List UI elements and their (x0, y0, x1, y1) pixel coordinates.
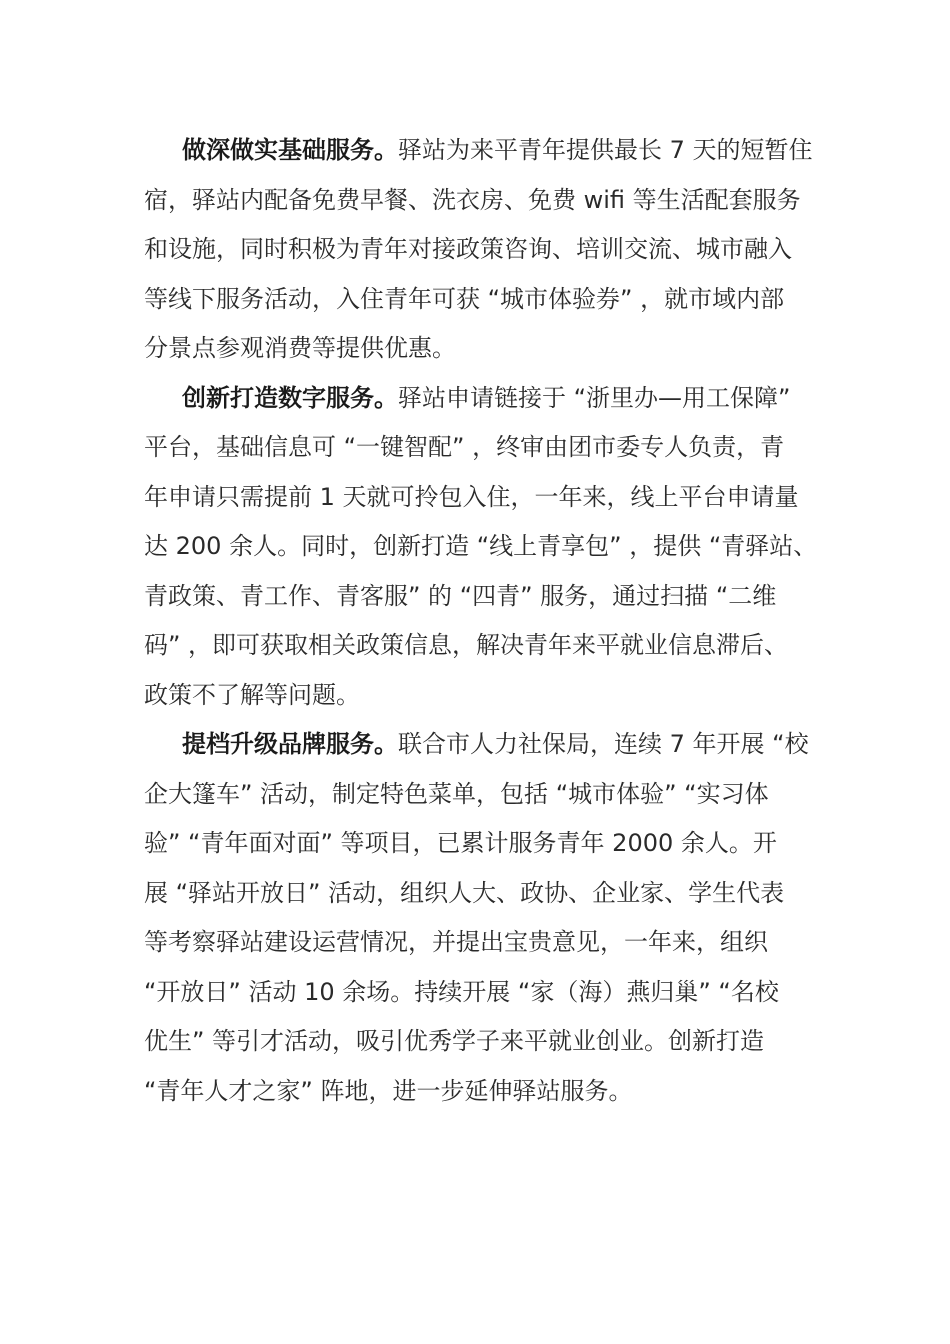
paragraph-line: 宿，驿站内配备免费早餐、洗衣房、免费 wifi 等生活配套服务 (144, 185, 801, 214)
paragraph-basic-services (144, 126, 814, 374)
paragraph-line: “青年人才之家” 阵地，进一步延伸驿站服务。 (144, 1076, 633, 1105)
paragraph-text: 驿站为来平青年提供最长 7 天的短暂住 (398, 136, 813, 164)
paragraph-heading: 做深做实基础服务。 (182, 136, 398, 164)
paragraph-line: 青政策、青工作、青客服” 的 “四青” 服务，通过扫描 “二维 (144, 581, 777, 610)
paragraph-brand-services (144, 720, 814, 1116)
paragraph-line: 和设施，同时积极为青年对接政策咨询、培训交流、城市融入 (144, 235, 792, 263)
paragraph-line: 企大篷车” 活动，制定特色菜单，包括 “城市体验” “实习体 (144, 779, 769, 808)
paragraph-digital-services (144, 374, 818, 721)
paragraph-line: 展 “驿站开放日” 活动，组织人大、政协、企业家、学生代表 (144, 878, 785, 907)
paragraph-heading: 提档升级品牌服务。 (182, 730, 398, 758)
paragraph-line: 等考察驿站建设运营情况，并提出宝贵意见，一年来，组织 (144, 928, 768, 956)
paragraph-text: 驿站申请链接于 “浙里办—用工保障” (398, 383, 791, 412)
paragraph-line: 码” ，即可获取相关政策信息，解决青年来平就业信息滞后、 (144, 631, 789, 659)
paragraph-text: 联合市人力社保局，连续 7 年开展 “校 (398, 730, 809, 758)
paragraph-line: 等线下服务活动，入住青年可获 “城市体验券” ，就市域内部 (144, 284, 785, 313)
paragraph-line: 达 200 余人。同时，创新打造 “线上青享包” ，提供 “青驿站、 (144, 532, 818, 560)
paragraph-line: “开放日” 活动 10 余场。持续开展 “家（海）燕归巢” “名校 (144, 977, 779, 1006)
paragraph-line (144, 720, 814, 770)
paragraph-line: 政策不了解等问题。 (144, 680, 360, 709)
paragraph-line: 平台，基础信息可 “一键智配” ，终审由团市委专人负责，青 (144, 433, 785, 461)
paragraph-line: 年申请只需提前 1 天就可拎包入住，一年来，线上平台申请量 (144, 482, 799, 511)
paragraph-line (144, 374, 814, 424)
paragraph-line: 分景点参观消费等提供优惠。 (144, 334, 456, 362)
paragraph-line (144, 126, 814, 176)
document-body (144, 126, 818, 1116)
paragraph-line: 优生” 等引才活动，吸引优秀学子来平就业创业。创新打造 (144, 1027, 765, 1055)
paragraph-heading: 创新打造数字服务。 (182, 383, 398, 412)
paragraph-line: 验” “青年面对面” 等项目，已累计服务青年 2000 余人。开 (144, 829, 777, 857)
